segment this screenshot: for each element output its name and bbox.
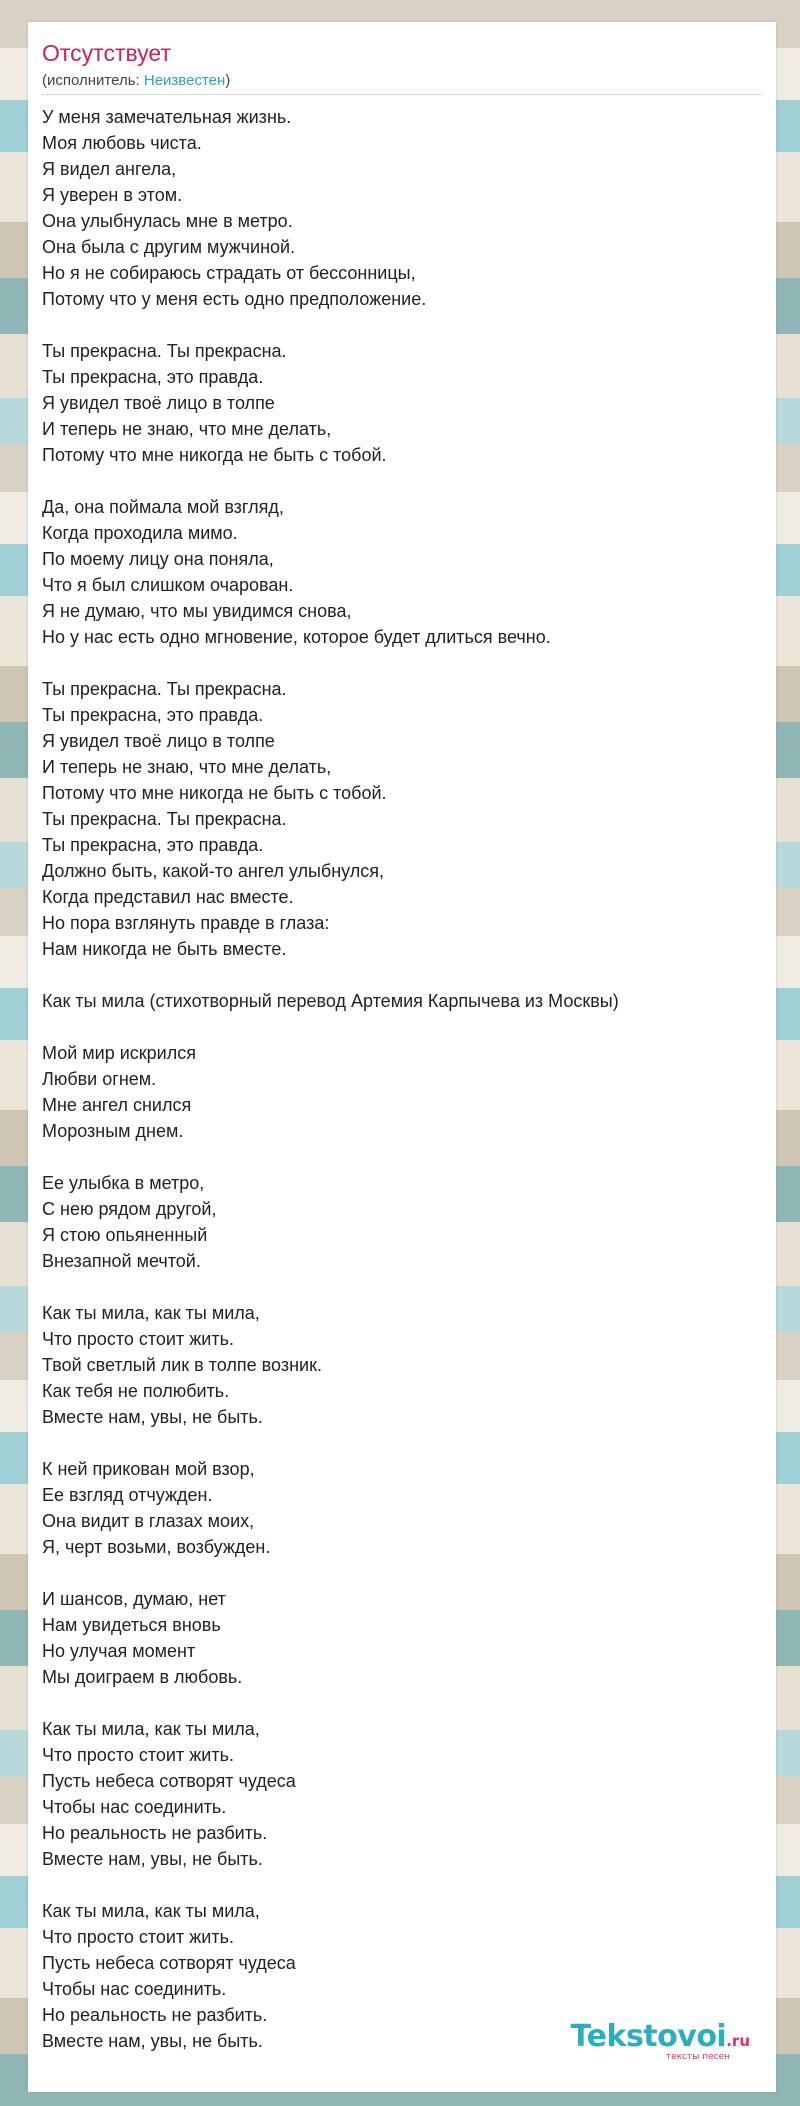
lyric-line: Но реальность не разбить. xyxy=(42,1823,268,1843)
stanza-break xyxy=(42,650,762,676)
lyric-line: Как ты мила, как ты мила, xyxy=(42,1719,260,1739)
lyric-line: Ты прекрасна, это правда. xyxy=(42,835,264,855)
lyric-line: Что просто стоит жить. xyxy=(42,1329,234,1349)
song-title: Отсутствует xyxy=(42,40,171,66)
lyric-line: Морозным днем. xyxy=(42,1121,184,1141)
lyric-line: Но я не собираюсь страдать от бессонницы, xyxy=(42,263,416,283)
lyric-line: Ее взгляд отчужден. xyxy=(42,1485,213,1505)
stanza-break xyxy=(42,1872,762,1898)
lyric-line: К ней прикован мой взор, xyxy=(42,1459,255,1479)
lyric-line: Ты прекрасна, это правда. xyxy=(42,367,264,387)
lyric-line: Что просто стоит жить. xyxy=(42,1927,234,1947)
lyric-line: Когда представил нас вместе. xyxy=(42,887,294,907)
lyric-line: Ты прекрасна. Ты прекрасна. xyxy=(42,341,287,361)
stanza-break xyxy=(42,1560,762,1586)
lyric-line: Чтобы нас соединить. xyxy=(42,1979,227,1999)
stanza-break xyxy=(42,1274,762,1300)
lyric-line: Твой светлый лик в толпе возник. xyxy=(42,1355,322,1375)
stanza-break xyxy=(42,1430,762,1456)
lyric-line: С нею рядом другой, xyxy=(42,1199,217,1219)
lyric-line: Когда проходила мимо. xyxy=(42,523,238,543)
lyric-line: По моему лицу она поняла, xyxy=(42,549,274,569)
lyric-line: Ты прекрасна, это правда. xyxy=(42,705,264,725)
lyric-line: Я видел ангела, xyxy=(42,159,177,179)
lyric-line: Ее улыбка в метро, xyxy=(42,1173,205,1193)
stanza-break xyxy=(42,312,762,338)
lyric-line: Чтобы нас соединить. xyxy=(42,1797,227,1817)
lyric-line: Что я был слишком очарован. xyxy=(42,575,294,595)
stanza-break xyxy=(42,962,762,988)
lyric-line: Внезапной мечтой. xyxy=(42,1251,201,1271)
lyric-line: Мне ангел снился xyxy=(42,1095,192,1115)
lyric-line: Ты прекрасна. Ты прекрасна. xyxy=(42,679,287,699)
lyric-line: Я не думаю, что мы увидимся снова, xyxy=(42,601,352,621)
lyric-line: Я, черт возьми, возбужден. xyxy=(42,1537,271,1557)
logo-wordmark: Tekstovoi xyxy=(570,2019,727,2054)
lyric-line: Потому что мне никогда не быть с тобой. xyxy=(42,783,387,803)
logo-domain: .ru xyxy=(726,2032,750,2050)
stanza-break xyxy=(42,468,762,494)
lyric-line: Пусть небеса сотворят чудеса xyxy=(42,1953,296,1973)
lyric-line: И теперь не знаю, что мне делать, xyxy=(42,757,332,777)
lyric-line: Что просто стоит жить. xyxy=(42,1745,234,1765)
lyric-line: Но пора взглянуть правде в глаза: xyxy=(42,913,330,933)
lyrics-text xyxy=(42,104,762,2054)
artist-link[interactable]: Неизвестен xyxy=(143,72,226,89)
lyric-line: У меня замечательная жизнь. xyxy=(42,107,292,127)
lyric-line: Но у нас есть одно мгновение, которое будет длиться вечно. xyxy=(42,627,551,647)
lyric-line: Она была с другим мужчиной. xyxy=(42,237,296,257)
lyric-line: Она улыбнулась мне в метро. xyxy=(42,211,293,231)
lyric-line: Нам увидеться вновь xyxy=(42,1615,221,1635)
stanza-break xyxy=(42,1014,762,1040)
lyric-line: И теперь не знаю, что мне делать, xyxy=(42,419,332,439)
lyric-line: Как ты мила, как ты мила, xyxy=(42,1901,260,1921)
lyric-line: Я увидел твоё лицо в толпе xyxy=(42,393,275,413)
logo-tagline: тексты песен xyxy=(665,2052,730,2062)
lyric-line: Как ты мила (стихотворный перевод Артемия Карпычева из Москвы) xyxy=(42,991,619,1011)
lyric-line: Вместе нам, увы, не быть. xyxy=(42,1407,263,1427)
stanza-break xyxy=(42,1144,762,1170)
artist-suffix: ) xyxy=(225,72,231,89)
lyric-line: Должно быть, какой-то ангел улыбнулся, xyxy=(42,861,385,881)
lyric-line: Мы доиграем в любовь. xyxy=(42,1667,243,1687)
stanza-break xyxy=(42,1690,762,1716)
lyric-line: Потому что у меня есть одно предположение. xyxy=(42,289,427,309)
lyric-line: Пусть небеса сотворят чудеса xyxy=(42,1771,296,1791)
lyric-line: Я увидел твоё лицо в толпе xyxy=(42,731,275,751)
lyric-line: Но реальность не разбить. xyxy=(42,2005,268,2025)
lyric-line: Мой мир искрился xyxy=(42,1043,196,1063)
lyric-line: Нам никогда не быть вместе. xyxy=(42,939,287,959)
lyric-line: И шансов, думаю, нет xyxy=(42,1589,226,1609)
artist-prefix: (исполнитель: xyxy=(42,72,144,89)
lyric-line: Но улучая момент xyxy=(42,1641,196,1661)
lyric-line: Как тебя не полюбить. xyxy=(42,1381,230,1401)
lyric-line: Вместе нам, увы, не быть. xyxy=(42,2031,263,2051)
site-logo[interactable] xyxy=(570,2019,750,2062)
lyric-line: Любви огнем. xyxy=(42,1069,157,1089)
lyric-line: Потому что мне никогда не быть с тобой. xyxy=(42,445,387,465)
lyric-line: Я уверен в этом. xyxy=(42,185,183,205)
lyric-line: Она видит в глазах моих, xyxy=(42,1511,255,1531)
lyric-line: Вместе нам, увы, не быть. xyxy=(42,1849,263,1869)
title-divider xyxy=(42,94,762,95)
lyric-line: Да, она поймала мой взгляд, xyxy=(42,497,284,517)
lyric-line: Ты прекрасна. Ты прекрасна. xyxy=(42,809,287,829)
lyric-line: Моя любовь чиста. xyxy=(42,133,202,153)
lyrics-card xyxy=(28,22,776,2092)
lyric-line: Я стою опьяненный xyxy=(42,1225,208,1245)
lyric-line: Как ты мила, как ты мила, xyxy=(42,1303,260,1323)
artist-line xyxy=(42,72,230,90)
